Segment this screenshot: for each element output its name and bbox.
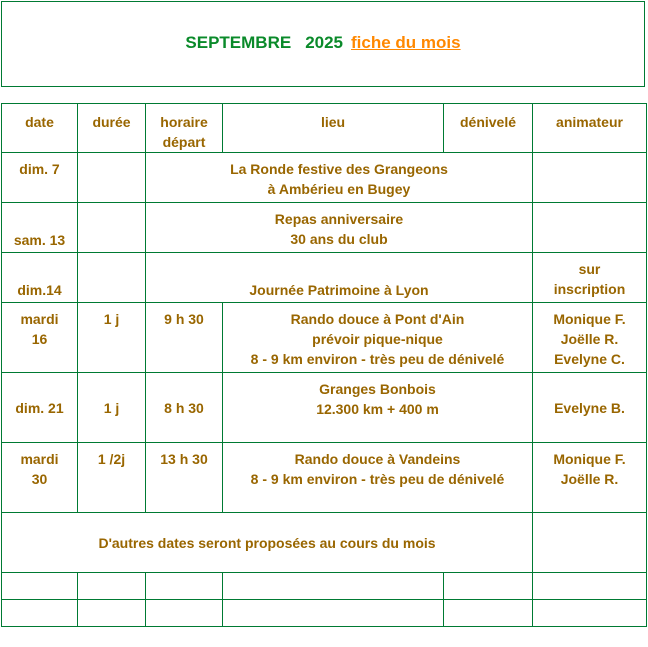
date-line: 30 xyxy=(31,471,48,487)
lieu-line: 8 - 9 km environ - très peu de dénivelé xyxy=(250,351,505,367)
cell-lieu xyxy=(223,373,533,443)
cell-horaire: 13 h 30 xyxy=(146,443,223,513)
empty-cell xyxy=(146,600,223,627)
footer-note-row xyxy=(2,513,647,573)
cell-lieu xyxy=(223,443,533,513)
animateur-line: Evelyne C. xyxy=(554,351,625,367)
header-row xyxy=(2,104,647,153)
table-row xyxy=(2,203,647,253)
lieu-line: La Ronde festive des Grangeons xyxy=(230,161,448,177)
table-row xyxy=(2,443,647,513)
col-header-animateur: animateur xyxy=(533,104,647,153)
cell-duree: 1 j xyxy=(78,303,146,373)
animateur-line: sur xyxy=(578,261,601,277)
date-line: 16 xyxy=(31,331,48,347)
empty-cell xyxy=(146,573,223,600)
fiche-du-mois-link[interactable]: fiche du mois xyxy=(351,33,461,52)
cell-animateur xyxy=(533,253,647,303)
cell-duree: 1 /2j xyxy=(78,443,146,513)
empty-cell xyxy=(444,573,533,600)
table-row xyxy=(2,373,647,443)
lieu-line: Journée Patrimoine à Lyon xyxy=(249,282,429,298)
cell-date xyxy=(2,443,78,513)
cell-horaire: 9 h 30 xyxy=(146,303,223,373)
cell-date xyxy=(2,303,78,373)
cell-animateur xyxy=(533,153,647,203)
empty-cell xyxy=(223,573,444,600)
col-header-denivele: dénivelé xyxy=(444,104,533,153)
cell-lieu xyxy=(223,303,533,373)
lieu-line: à Ambérieu en Bugey xyxy=(267,181,411,197)
cell-animateur xyxy=(533,443,647,513)
cell-lieu xyxy=(146,153,533,203)
lieu-line: 30 ans du club xyxy=(290,231,388,247)
footer-note: D'autres dates seront proposées au cours du mois xyxy=(2,513,533,573)
animateur-line: Joëlle R. xyxy=(560,471,619,487)
animateur-line: Joëlle R. xyxy=(560,331,619,347)
cell-animateur xyxy=(533,513,647,573)
lieu-line: Granges Bonbois xyxy=(319,381,436,397)
table-row xyxy=(2,303,647,373)
empty-cell xyxy=(78,573,146,600)
animateur-line: Monique F. xyxy=(553,451,626,467)
animateur-line: inscription xyxy=(553,281,626,297)
lieu-line: Repas anniversaire xyxy=(274,211,404,227)
empty-cell xyxy=(533,573,647,600)
lieu-line: 8 - 9 km environ - très peu de dénivelé xyxy=(250,471,505,487)
empty-cell xyxy=(533,600,647,627)
cell-animateur xyxy=(533,203,647,253)
cell-date: sam. 13 xyxy=(2,203,78,253)
cell-lieu xyxy=(146,203,533,253)
cell-horaire: 8 h 30 xyxy=(146,373,223,443)
date-line: mardi xyxy=(20,311,59,327)
cell-animateur: Evelyne B. xyxy=(533,373,647,443)
date-line: mardi xyxy=(20,451,59,467)
empty-cell xyxy=(2,573,78,600)
lieu-line: Rando douce à Pont d'Ain xyxy=(290,311,465,327)
empty-row xyxy=(2,600,647,627)
col-header-horaire: horaire départ xyxy=(146,104,223,153)
empty-cell xyxy=(2,600,78,627)
cell-duree xyxy=(78,153,146,203)
cell-duree xyxy=(78,203,146,253)
empty-cell xyxy=(223,600,444,627)
cell-duree: 1 j xyxy=(78,373,146,443)
table-row xyxy=(2,253,647,303)
cell-date: dim. 7 xyxy=(2,153,78,203)
schedule-table xyxy=(1,103,647,627)
table-row xyxy=(2,153,647,203)
lieu-line: 12.300 km + 400 m xyxy=(316,401,439,417)
empty-cell xyxy=(78,600,146,627)
title-box xyxy=(1,1,645,87)
col-header-duree: durée xyxy=(78,104,146,153)
title-year: 2025 xyxy=(305,33,344,52)
lieu-line: Rando douce à Vandeins xyxy=(294,451,461,467)
cell-duree xyxy=(78,253,146,303)
lieu-line: prévoir pique-nique xyxy=(312,331,443,347)
col-header-lieu: lieu xyxy=(223,104,444,153)
empty-row xyxy=(2,573,647,600)
cell-date: dim. 21 xyxy=(2,373,78,443)
col-header-date: date xyxy=(2,104,78,153)
title-month: SEPTEMBRE xyxy=(185,33,292,52)
cell-date: dim.14 xyxy=(2,253,78,303)
cell-animateur xyxy=(533,303,647,373)
cell-lieu xyxy=(146,253,533,303)
page-title xyxy=(2,33,644,53)
animateur-line: Monique F. xyxy=(553,311,626,327)
empty-cell xyxy=(444,600,533,627)
